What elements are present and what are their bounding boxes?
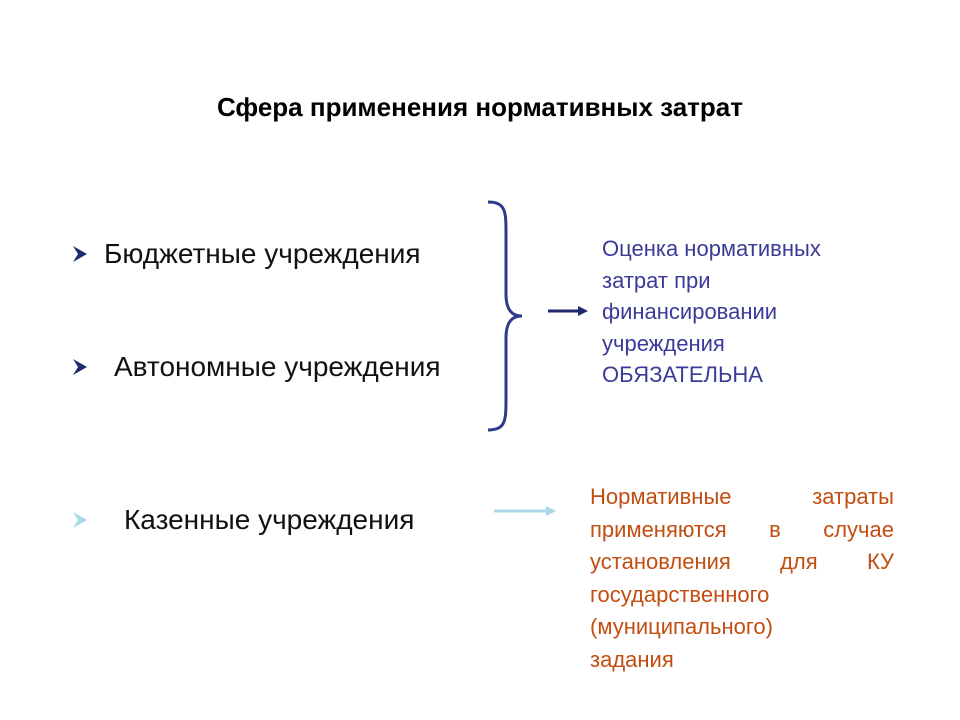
note-line: Оценка нормативных [602,236,821,261]
bullet-label: Автономные учреждения [114,351,441,382]
note-word: случае [823,516,894,542]
note-word: государственного [590,581,770,607]
note-line [590,514,894,547]
note-line: учреждения [602,330,725,356]
note-word: затраты [812,484,894,509]
note-line [590,546,894,579]
bullet-budget-institutions [70,238,421,270]
note-word: задания [590,646,674,672]
arrow-right-icon [494,503,558,519]
bullet-label: Бюджетные учреждения [104,238,421,269]
bullet-autonomous-institutions [70,351,441,383]
note-word: Нормативные [590,484,732,509]
bullet-label: Казенные учреждения [124,504,415,535]
note-word: в [769,516,781,542]
note-state-normative-costs [590,481,894,676]
slide-title: Сфера применения нормативных затрат [217,92,743,122]
note-word: применяются [590,516,727,542]
note-line [590,579,894,612]
note-word: (муниципального) [590,614,773,639]
note-word: установления [590,549,731,574]
note-word: КУ [866,549,894,574]
right-curly-brace [484,198,528,434]
arrow-right-icon [548,303,590,319]
bullet-state-institutions [70,504,414,536]
note-word: для [780,549,818,574]
note-line [590,481,894,514]
note-line: финансировании [602,299,778,324]
note-budget-assessment [602,233,902,391]
chevron-right-icon [70,357,90,377]
chevron-right-icon [70,510,90,530]
note-line [590,611,894,644]
note-line: ОБЯЗАТЕЛЬНА [602,362,763,387]
note-line: затрат при [602,267,711,293]
chevron-right-icon [70,244,90,264]
note-line [590,644,894,677]
